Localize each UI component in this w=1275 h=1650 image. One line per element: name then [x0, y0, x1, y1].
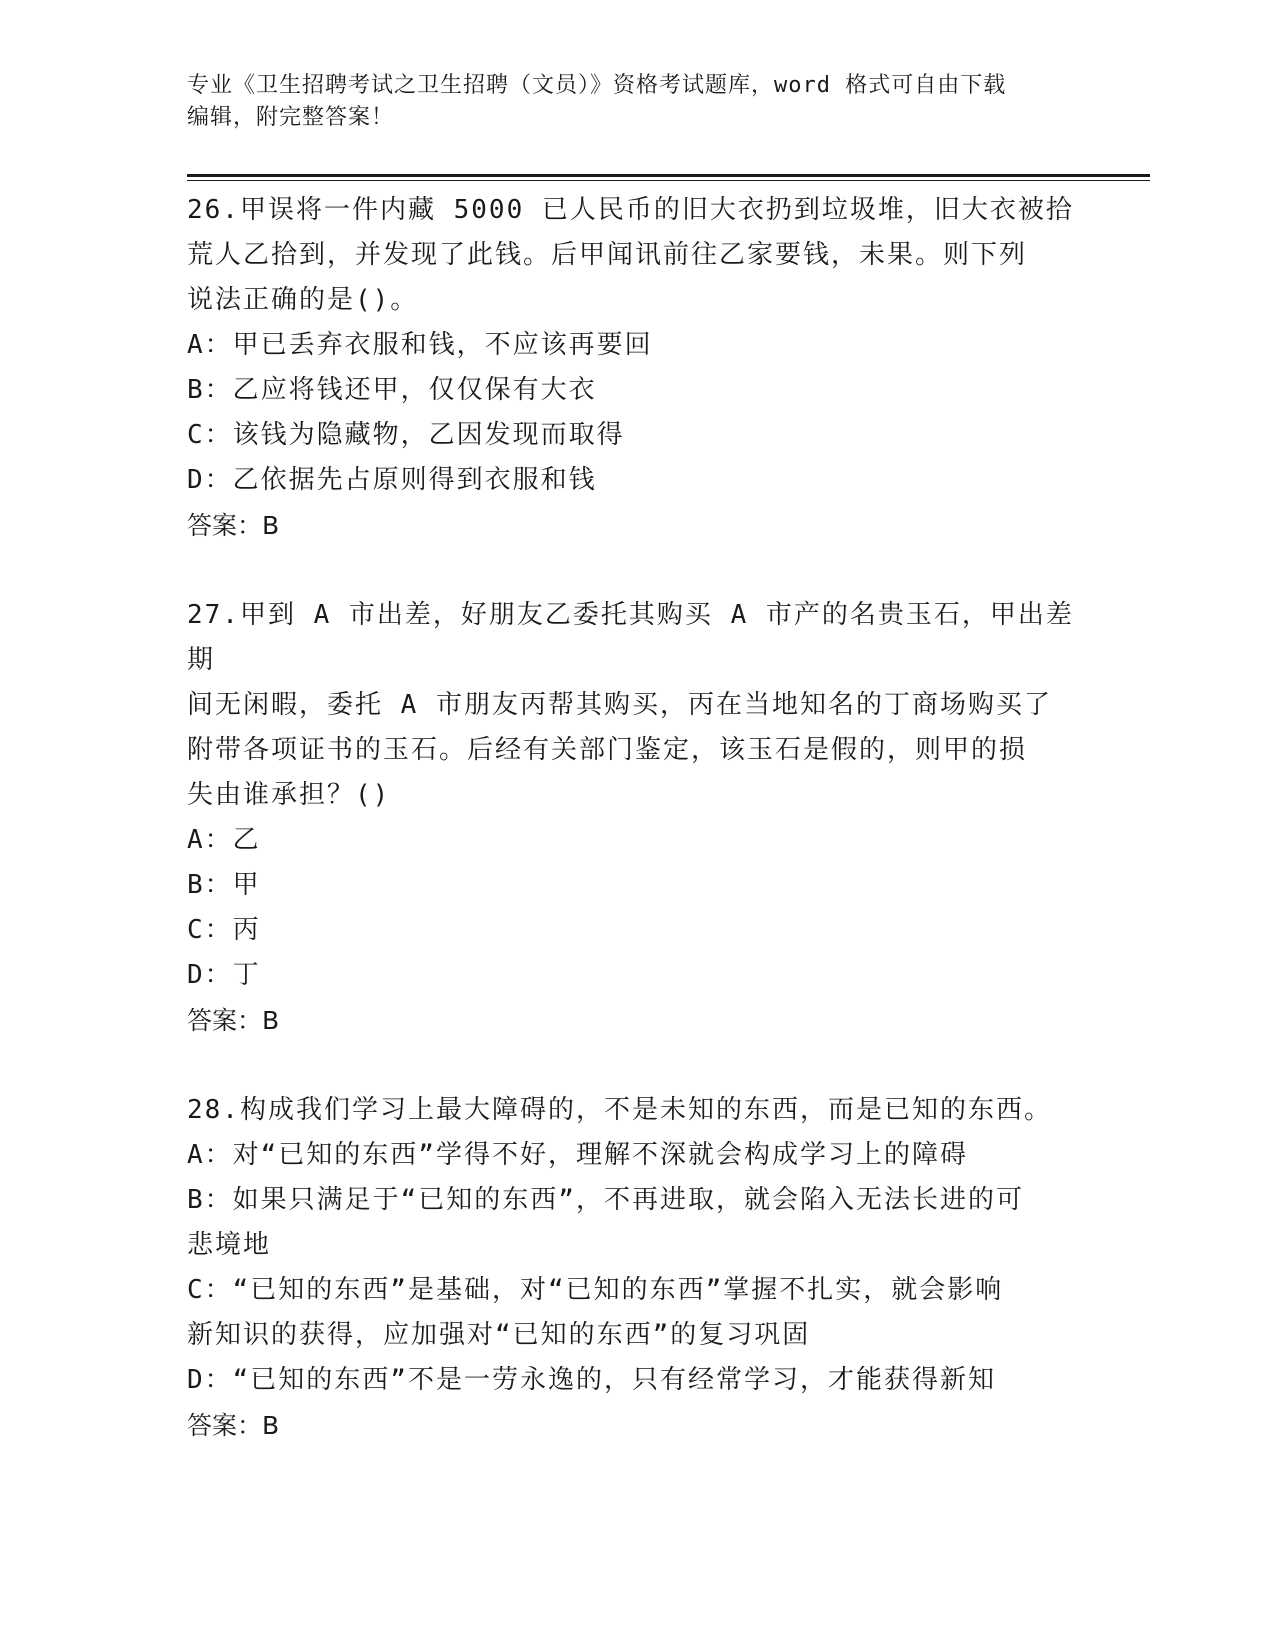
- question-28: [187, 1088, 1087, 1448]
- stem-line: 荒人乙拾到，并发现了此钱。后甲闻讯前往乙家要钱，未果。则下列: [187, 240, 1028, 270]
- option-line: D：“已知的东西”不是一劳永逸的，只有经常学习，才能获得新知: [187, 1365, 996, 1395]
- option-a: A：甲已丢弃衣服和钱，不应该再要回: [187, 330, 653, 360]
- option-line: C：“已知的东西”是基础，对“已知的东西”掌握不扎实，就会影响: [187, 1275, 1004, 1305]
- option-a: [187, 1133, 1087, 1178]
- stem-line: 28.构成我们学习上最大障碍的，不是未知的东西，而是已知的东西。: [187, 1095, 1052, 1125]
- option-d: D：乙依据先占原则得到衣服和钱: [187, 465, 597, 495]
- option-c: C：该钱为隐藏物，乙因发现而取得: [187, 420, 625, 450]
- header-line-1: 专业《卫生招聘考试之卫生招聘（文员）》资格考试题库，word 格式可自由下载: [187, 73, 1007, 98]
- question-stem: [187, 1088, 1087, 1133]
- question-stem: [187, 593, 1087, 818]
- option-line: 悲境地: [187, 1230, 272, 1260]
- option-line: B：如果只满足于“已知的东西”，不再进取，就会陷入无法长进的可: [187, 1185, 1024, 1215]
- answer-line: 答案：B: [187, 1006, 280, 1035]
- answer-line: 答案：B: [187, 511, 280, 540]
- stem-line: 间无闲暇，委托 A 市朋友丙帮其购买，丙在当地知名的丁商场购买了: [187, 690, 1052, 720]
- option-line: 新知识的获得，应加强对“已知的东西”的复习巩固: [187, 1320, 811, 1350]
- question-list: [187, 188, 1087, 1448]
- question-27: [187, 593, 1087, 1043]
- option-d: D：丁: [187, 960, 261, 990]
- document-header: [187, 70, 1067, 134]
- option-b: B：甲: [187, 870, 261, 900]
- option-d: [187, 1358, 1087, 1403]
- stem-line: 27.甲到 A 市出差，好朋友乙委托其购买 A 市产的名贵玉石，甲出差期: [187, 600, 1074, 675]
- stem-line: 26.甲误将一件内藏 5000 已人民币的旧大衣扔到垃圾堆，旧大衣被拾: [187, 195, 1074, 225]
- stem-line: 说法正确的是()。: [187, 285, 419, 315]
- header-line-2: 编辑，附完整答案！: [187, 105, 395, 130]
- header-divider-thick: [187, 174, 1150, 177]
- answer-line: 答案：B: [187, 1411, 280, 1440]
- question-26: [187, 188, 1087, 548]
- option-b: [187, 1178, 1087, 1268]
- stem-line: 附带各项证书的玉石。后经有关部门鉴定，该玉石是假的，则甲的损: [187, 735, 1028, 765]
- question-spacer: [187, 548, 1087, 593]
- option-b: B：乙应将钱还甲，仅仅保有大衣: [187, 375, 597, 405]
- option-line: A：对“已知的东西”学得不好，理解不深就会构成学习上的障碍: [187, 1140, 968, 1170]
- option-c: C：丙: [187, 915, 261, 945]
- option-c: [187, 1268, 1087, 1358]
- question-spacer: [187, 1043, 1087, 1088]
- option-a: A：乙: [187, 825, 261, 855]
- header-divider-thin: [187, 180, 1150, 181]
- stem-line: 失由谁承担？(): [187, 780, 391, 810]
- question-stem: [187, 188, 1087, 323]
